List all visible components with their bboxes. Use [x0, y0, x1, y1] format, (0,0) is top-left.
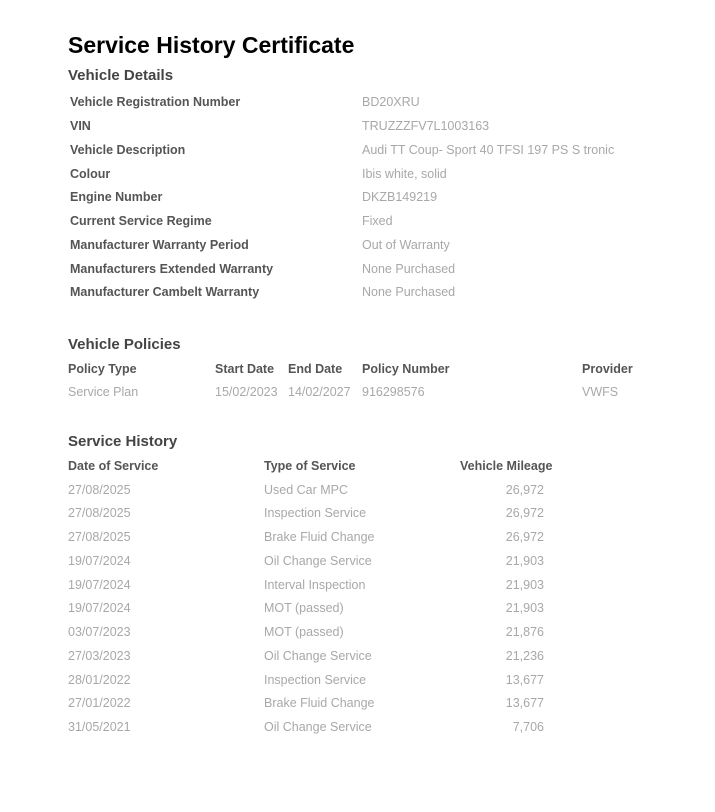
service-type-cell: Brake Fluid Change	[264, 530, 375, 544]
service-date-cell: 27/08/2025	[68, 506, 131, 520]
table-row	[0, 483, 715, 501]
column-header: Vehicle Mileage	[460, 459, 553, 473]
mileage-cell: 13,677	[505, 673, 544, 687]
detail-value: TRUZZZFV7L1003163	[362, 119, 490, 133]
detail-label: VIN	[70, 119, 91, 133]
detail-label: Manufacturers Extended Warranty	[70, 262, 274, 276]
detail-row	[0, 214, 715, 232]
service-type-cell: Oil Change Service	[264, 720, 372, 734]
detail-label: Colour	[70, 167, 111, 181]
column-header: End Date	[288, 362, 343, 376]
mileage-cell: 21,236	[505, 649, 544, 663]
mileage-cell: 7,706	[512, 720, 544, 734]
service-type-cell: Inspection Service	[264, 506, 367, 520]
end-date-cell: 14/02/2027	[288, 385, 351, 399]
detail-value: DKZB149219	[362, 190, 438, 204]
detail-label: Vehicle Registration Number	[70, 95, 241, 109]
service-type-cell: Inspection Service	[264, 673, 367, 687]
page-title: Service History Certificate	[68, 32, 355, 58]
detail-row	[0, 167, 715, 185]
table-row	[0, 720, 715, 738]
column-header: Policy Number	[362, 362, 450, 376]
service-date-cell: 03/07/2023	[68, 625, 131, 639]
column-header: Start Date	[215, 362, 275, 376]
mileage-cell: 26,972	[505, 483, 544, 497]
column-header: Provider	[582, 362, 633, 376]
table-row	[0, 625, 715, 643]
detail-row	[0, 262, 715, 280]
detail-value: None Purchased	[362, 262, 456, 276]
table-header-row	[0, 362, 715, 380]
detail-value: BD20XRU	[362, 95, 420, 109]
mileage-cell: 21,903	[505, 578, 544, 592]
table-row	[0, 696, 715, 714]
service-date-cell: 19/07/2024	[68, 554, 131, 568]
table-row	[0, 649, 715, 667]
detail-value: None Purchased	[362, 285, 456, 299]
vehicle-policies-heading: Vehicle Policies	[68, 336, 181, 353]
vehicle-details-heading: Vehicle Details	[68, 67, 174, 84]
detail-value: Fixed	[362, 214, 393, 228]
table-row	[0, 554, 715, 572]
detail-label: Current Service Regime	[70, 214, 212, 228]
service-type-cell: Brake Fluid Change	[264, 696, 375, 710]
column-header: Type of Service	[264, 459, 356, 473]
service-date-cell: 19/07/2024	[68, 601, 131, 615]
service-date-cell: 27/08/2025	[68, 530, 131, 544]
table-header-row	[0, 459, 715, 477]
start-date-cell: 15/02/2023	[215, 385, 278, 399]
policy-number-cell: 916298576	[362, 385, 425, 399]
service-date-cell: 19/07/2024	[68, 578, 131, 592]
service-type-cell: MOT (passed)	[264, 601, 344, 615]
detail-label: Vehicle Description	[70, 143, 186, 157]
service-type-cell: Interval Inspection	[264, 578, 366, 592]
table-row	[0, 385, 715, 403]
service-date-cell: 27/08/2025	[68, 483, 131, 497]
detail-row	[0, 285, 715, 303]
detail-row	[0, 95, 715, 113]
mileage-cell: 13,677	[505, 696, 544, 710]
policy-type-cell: Service Plan	[68, 385, 139, 399]
table-row	[0, 530, 715, 548]
column-header: Policy Type	[68, 362, 137, 376]
mileage-cell: 21,903	[505, 601, 544, 615]
detail-label: Manufacturer Warranty Period	[70, 238, 249, 252]
service-date-cell: 27/01/2022	[68, 696, 131, 710]
column-header: Date of Service	[68, 459, 159, 473]
detail-label: Engine Number	[70, 190, 163, 204]
detail-value: Out of Warranty	[362, 238, 450, 252]
service-date-cell: 31/05/2021	[68, 720, 131, 734]
mileage-cell: 26,972	[505, 506, 544, 520]
service-date-cell: 27/03/2023	[68, 649, 131, 663]
detail-value: Audi TT Coup- Sport 40 TFSI 197 PS S tronic	[362, 143, 615, 157]
table-row	[0, 601, 715, 619]
provider-cell: VWFS	[582, 385, 619, 399]
detail-label: Manufacturer Cambelt Warranty	[70, 285, 260, 299]
mileage-cell: 21,903	[505, 554, 544, 568]
detail-value: Ibis white, solid	[362, 167, 447, 181]
mileage-cell: 26,972	[505, 530, 544, 544]
service-type-cell: MOT (passed)	[264, 625, 344, 639]
table-row	[0, 673, 715, 691]
mileage-cell: 21,876	[505, 625, 544, 639]
service-type-cell: Used Car MPC	[264, 483, 349, 497]
table-row	[0, 506, 715, 524]
service-history-heading: Service History	[68, 433, 178, 450]
table-row	[0, 578, 715, 596]
detail-row	[0, 190, 715, 208]
detail-row	[0, 143, 715, 161]
detail-row	[0, 238, 715, 256]
service-type-cell: Oil Change Service	[264, 649, 372, 663]
service-date-cell: 28/01/2022	[68, 673, 131, 687]
detail-row	[0, 119, 715, 137]
service-type-cell: Oil Change Service	[264, 554, 372, 568]
